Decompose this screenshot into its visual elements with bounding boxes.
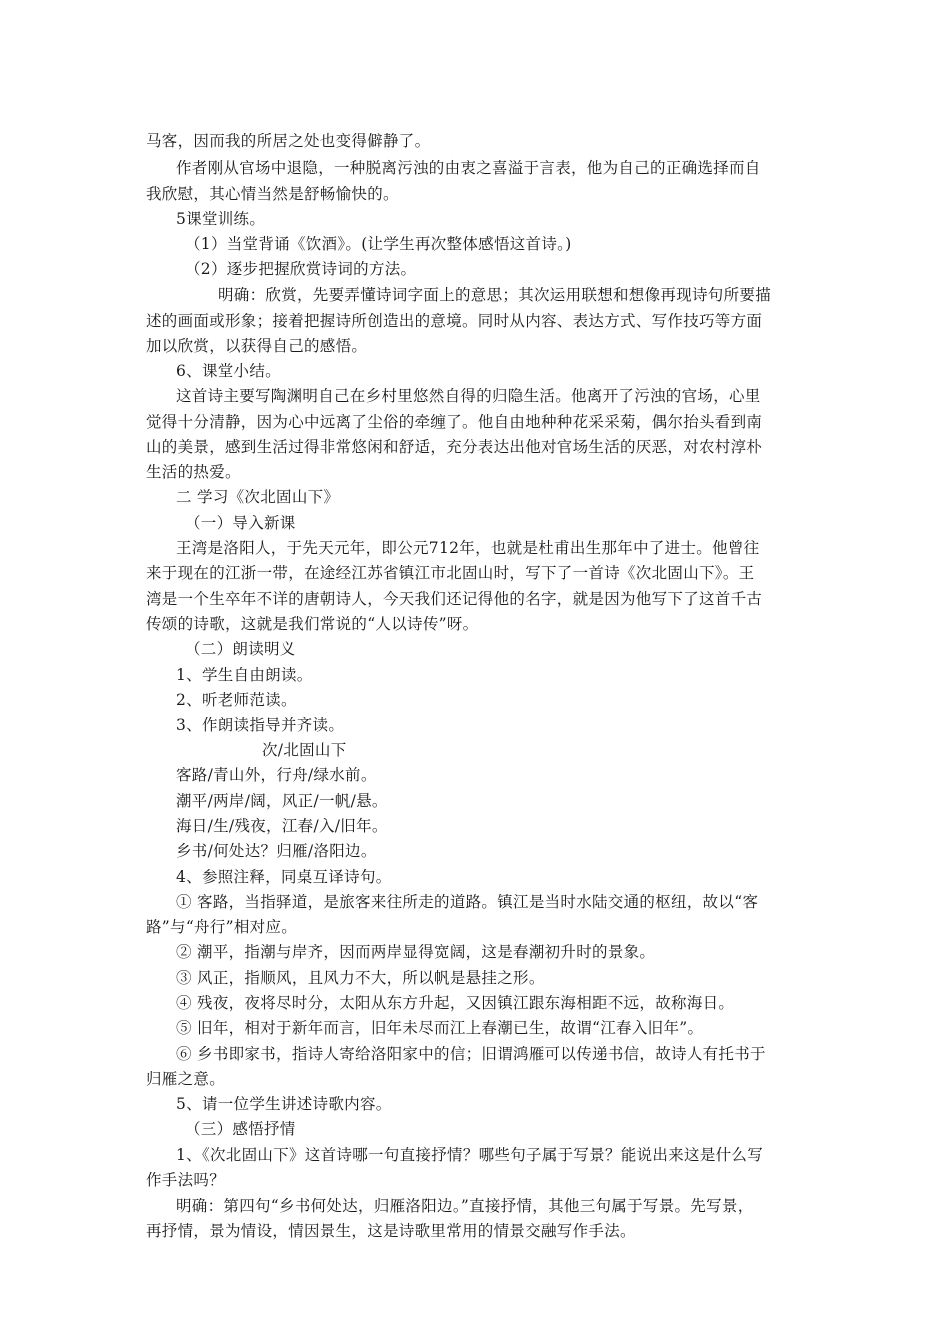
text-line: 湾是一个生卒年不详的唐朝诗人，今天我们还记得他的名字，就是因为他写下了这首千古	[146, 590, 763, 608]
text-line: 山的美景，感到生活过得非常悠闲和舒适，充分表达出他对官场生活的厌恶，对农村淳朴	[146, 438, 763, 456]
subsection-heading: （三）感悟抒情	[185, 1120, 296, 1138]
question-line: 1、《次北固山下》这首诗哪一句直接抒情？哪些句子属于写景？能说出来这是什么写	[176, 1146, 764, 1164]
poem-title: 次/北固山下	[262, 741, 347, 759]
text-line: 生活的热爱。	[146, 463, 241, 481]
text-line: 述的画面或形象；接着把握诗所创造出的意境。同时从内容、表达方式、写作技巧等方面	[146, 312, 763, 330]
poem-line: 潮平/两岸/阔，风正/一帆/悬。	[176, 792, 388, 810]
paragraph-line: 作者刚从官场中退隐，一种脱离污浊的由衷之喜溢于言表，他为自己的正确选择而自	[176, 159, 761, 177]
list-item: 5、请一位学生讲述诗歌内容。	[176, 1095, 392, 1113]
text-line: 再抒情，景为情设，情因景生，这是诗歌里常用的情景交融写作手法。	[146, 1222, 636, 1240]
text-line: 来于现在的江浙一带，在途经江苏省镇江市北固山时，写下了一首诗《次北固山下》。王	[146, 564, 755, 582]
answer-line: 明确：第四句“乡书何处达，归雁洛阳边。”直接抒情，其他三句属于写景。先写景，	[176, 1197, 754, 1215]
subsection-heading: （二）朗读明义	[185, 640, 296, 658]
poem-line: 乡书/何处达？归雁/洛阳边。	[176, 842, 377, 860]
poem-line: 海日/生/残夜，江春/入/旧年。	[176, 817, 388, 835]
annotation-item: ⑤ 旧年，相对于新年而言，旧年未尽而江上春潮已生，故谓“江春入旧年”。	[176, 1019, 704, 1037]
list-item: 1、学生自由朗读。	[176, 666, 313, 684]
list-item: （2）逐步把握欣赏诗词的方法。	[185, 260, 417, 278]
list-item: 3、作朗读指导并齐读。	[176, 716, 345, 734]
text-line: 加以欣赏，以获得自己的感悟。	[146, 337, 368, 355]
list-item: （1）当堂背诵《饮酒》。(让学生再次整体感悟这首诗。)	[185, 235, 572, 253]
subsection-heading: （一）导入新课	[185, 514, 296, 532]
section-heading: 6、课堂小结。	[176, 362, 281, 380]
poem-line: 客路/青山外，行舟/绿水前。	[176, 766, 377, 784]
annotation-item: ② 潮平，指潮与岸齐，因而两岸显得宽阔，这是春潮初升时的景象。	[176, 943, 656, 961]
text-line: 传颂的诗歌，这就是我们常说的“人以诗传”呀。	[146, 615, 479, 633]
section-heading: 二 学习《次北固山下》	[176, 488, 340, 506]
text-line: 路”与“舟行”相对应。	[146, 918, 298, 936]
text-line: 归雁之意。	[146, 1070, 226, 1088]
paragraph-line: 这首诗主要写陶渊明自己在乡村里悠然自得的归隐生活。他离开了污浊的官场，心里	[176, 387, 761, 405]
text-line: 我欣慰，其心情当然是舒畅愉快的。	[146, 185, 399, 203]
list-item: 2、听老师范读。	[176, 691, 297, 709]
section-heading: 5课堂训练。	[176, 210, 266, 228]
text-line: 觉得十分清静，因为心中远离了尘俗的牵缠了。他自由地种种花采采菊，偶尔抬头看到南	[146, 413, 763, 431]
annotation-item: ① 客路，当指驿道，是旅客来往所走的道路。镇江是当时水陆交通的枢纽，故以“客	[176, 893, 759, 911]
list-item: 4、参照注释，同桌互译诗句。	[176, 868, 392, 886]
paragraph-line: 明确：欣赏，先要弄懂诗词字面上的意思；其次运用联想和想像再现诗句所要描	[218, 286, 772, 304]
text-line: 马客，因而我的所居之处也变得僻静了。	[146, 132, 431, 150]
paragraph-line: 王湾是洛阳人，于先天元年，即公元712年，也就是杜甫出生那年中了进士。他曾往	[176, 539, 760, 557]
text-line: 作手法吗？	[146, 1171, 226, 1189]
annotation-item: ③ 风正，指顺风，且风力不大，所以帆是悬挂之形。	[176, 969, 545, 987]
annotation-item: ⑥ 乡书即家书，指诗人寄给洛阳家中的信；旧谓鸿雁可以传递书信，故诗人有托书于	[176, 1045, 766, 1063]
annotation-item: ④ 残夜，夜将尽时分，太阳从东方升起，又因镇江跟东海相距不远，故称海日。	[176, 994, 735, 1012]
